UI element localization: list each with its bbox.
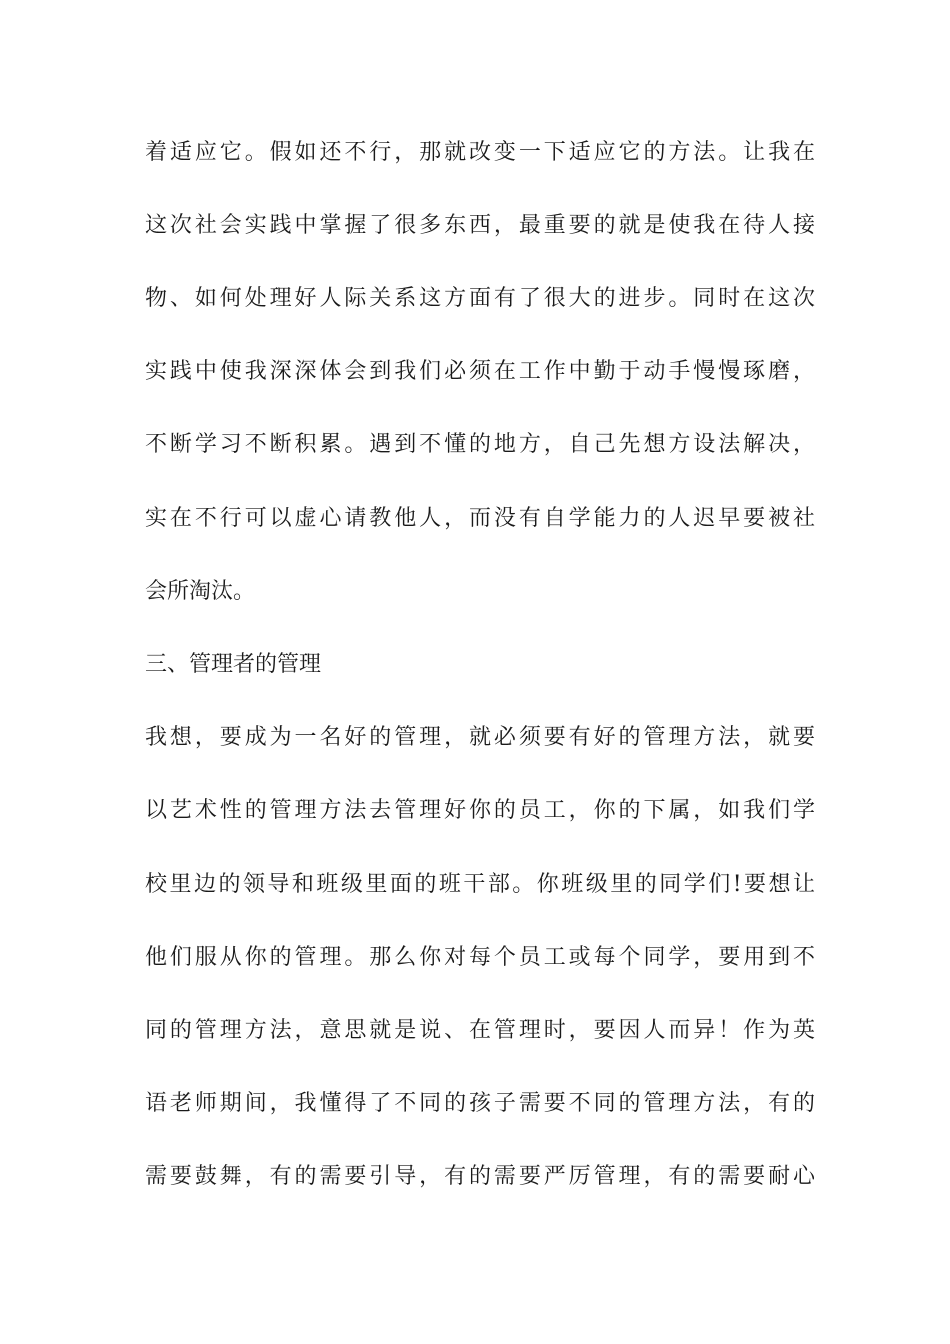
paragraph-2-line-1: 我想，要成为一名好的管理，就必须要有好的管理方法，就要 [145,725,815,750]
paragraph-2-line-3: 校里边的领导和班级里面的班干部。你班级里的同学们!要想让 [145,872,815,897]
paragraph-2-line-2: 以艺术性的管理方法去管理好你的员工，你的下属，如我们学 [145,798,815,823]
paragraph-2-line-7: 需要鼓舞，有的需要引导，有的需要严厉管理，有的需要耐心 [145,1164,815,1189]
paragraph-1-line-1: 着适应它。假如还不行，那就改变一下适应它的方法。让我在 [145,140,815,165]
paragraph-1-line-3: 物、如何处理好人际关系这方面有了很大的进步。同时在这次 [145,286,815,311]
paragraph-1-line-2: 这次社会实践中掌握了很多东西，最重要的就是使我在待人接 [145,213,815,238]
paragraph-2-line-5: 同的管理方法，意思就是说、在管理时，要因人而异！作为英 [145,1018,815,1043]
paragraph-1-line-7: 会所淘汰。 [145,579,256,604]
paragraph-2-line-4: 他们服从你的管理。那么你对每个员工或每个同学，要用到不 [145,945,815,970]
paragraph-1-line-6: 实在不行可以虚心请教他人，而没有自学能力的人迟早要被社 [145,506,815,531]
paragraph-1-line-4: 实践中使我深深体会到我们必须在工作中勤于动手慢慢琢磨， [145,359,815,384]
paragraph-1-line-5: 不断学习不断积累。遇到不懂的地方，自己先想方设法解决， [145,432,815,457]
paragraph-2-line-6: 语老师期间，我懂得了不同的孩子需要不同的管理方法，有的 [145,1091,815,1116]
section-heading: 三、管理者的管理 [145,652,322,677]
